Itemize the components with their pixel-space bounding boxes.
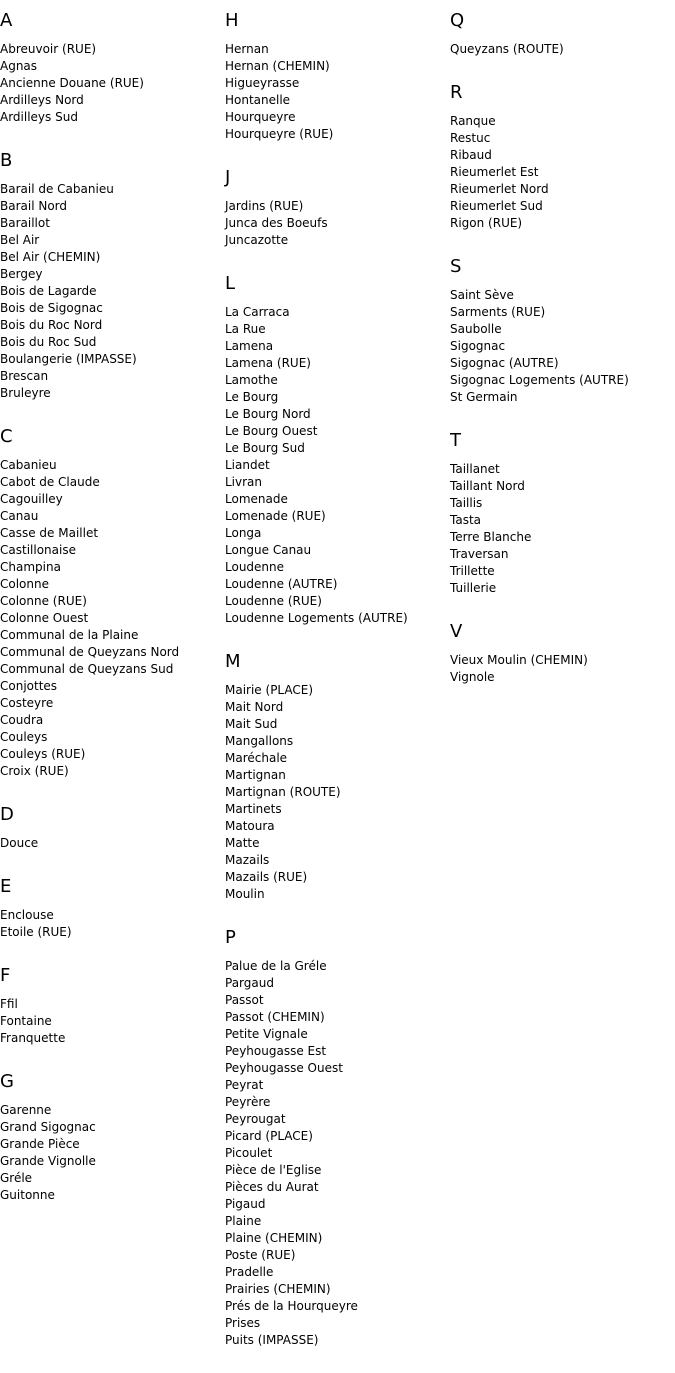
street-column-3 xyxy=(450,10,675,710)
letter-section xyxy=(225,651,445,903)
street-name: Peyhougasse Est xyxy=(225,1044,327,1058)
street-name: Bel Air xyxy=(0,233,40,247)
street-name: Mairie (PLACE) xyxy=(225,683,314,697)
street-name: Etoile (RUE) xyxy=(0,925,72,939)
street-name: Loudenne (AUTRE) xyxy=(225,577,338,591)
street-name: Croix (RUE) xyxy=(0,764,69,778)
street-name: Guitonne xyxy=(0,1188,55,1202)
street-name: Petite Vignale xyxy=(225,1027,308,1041)
letter-section xyxy=(0,426,220,780)
street-name: Grand Sigognac xyxy=(0,1120,96,1134)
street-name: Couleys xyxy=(0,730,48,744)
street-list xyxy=(450,652,675,686)
street-name: Ffil xyxy=(0,997,18,1011)
street-name: Bois de Sigognac xyxy=(0,301,103,315)
letter-section xyxy=(450,10,675,58)
street-list xyxy=(0,835,220,852)
street-name: Puits (IMPASSE) xyxy=(225,1333,319,1347)
letter-section xyxy=(0,965,220,1047)
street-name: Conjottes xyxy=(0,679,58,693)
letter-heading: E xyxy=(0,876,12,897)
street-name: Traversan xyxy=(450,547,509,561)
street-name: La Carraca xyxy=(225,305,290,319)
street-name: Trillette xyxy=(450,564,495,578)
street-name: Lamothe xyxy=(225,373,278,387)
street-name: Lomenade (RUE) xyxy=(225,509,326,523)
street-name: Grande Pièce xyxy=(0,1137,80,1151)
street-name: Terre Blanche xyxy=(450,530,532,544)
street-name: Lomenade xyxy=(225,492,288,506)
street-list xyxy=(225,958,445,1349)
street-name: Prises xyxy=(225,1316,261,1330)
street-name: La Rue xyxy=(225,322,266,336)
letter-heading: Q xyxy=(450,10,465,31)
street-name: Passot xyxy=(225,993,264,1007)
street-name: Peyrat xyxy=(225,1078,264,1092)
street-name: Tasta xyxy=(450,513,482,527)
street-name: Costeyre xyxy=(0,696,54,710)
street-name: Le Bourg xyxy=(225,390,279,404)
letter-heading: T xyxy=(450,430,461,451)
street-name: Loudenne Logements (AUTRE) xyxy=(225,611,408,625)
street-name: Juncazotte xyxy=(225,233,289,247)
street-name: Peyrougat xyxy=(225,1112,286,1126)
street-name: Picard (PLACE) xyxy=(225,1129,313,1143)
letter-section xyxy=(225,10,445,143)
street-name: Tuillerie xyxy=(450,581,497,595)
street-name: Martignan xyxy=(225,768,286,782)
street-name: Bois du Roc Nord xyxy=(0,318,103,332)
street-name: Moulin xyxy=(225,887,265,901)
street-name: Saint Sève xyxy=(450,288,514,302)
street-name: Cabot de Claude xyxy=(0,475,100,489)
street-name: Sigognac xyxy=(450,339,506,353)
street-list xyxy=(225,304,445,627)
street-name: Hourqueyre xyxy=(225,110,296,124)
street-name: Poste (RUE) xyxy=(225,1248,296,1262)
street-name: Prairies (CHEMIN) xyxy=(225,1282,331,1296)
letter-heading: F xyxy=(0,965,11,986)
letter-section xyxy=(0,10,220,126)
street-name: Taillanet xyxy=(450,462,500,476)
street-name: Mait Nord xyxy=(225,700,284,714)
street-name: Barail de Cabanieu xyxy=(0,182,114,196)
street-name: Pièce de l'Eglise xyxy=(225,1163,322,1177)
street-name: Colonne (RUE) xyxy=(0,594,87,608)
street-name: Couleys (RUE) xyxy=(0,747,86,761)
street-name: Grande Vignolle xyxy=(0,1154,96,1168)
letter-heading: A xyxy=(0,10,13,31)
street-name: Sigognac Logements (AUTRE) xyxy=(450,373,629,387)
street-name: Rieumerlet Nord xyxy=(450,182,549,196)
street-list xyxy=(225,198,445,249)
street-column-2 xyxy=(225,10,445,1373)
street-list xyxy=(0,907,220,941)
street-list xyxy=(450,461,675,597)
street-name: Champina xyxy=(0,560,61,574)
street-name: Hontanelle xyxy=(225,93,291,107)
street-name: Taillant Nord xyxy=(450,479,525,493)
street-name: Bel Air (CHEMIN) xyxy=(0,250,101,264)
letter-section xyxy=(225,273,445,627)
street-name: Bruleyre xyxy=(0,386,51,400)
street-name: Sigognac (AUTRE) xyxy=(450,356,559,370)
street-name: Maréchale xyxy=(225,751,288,765)
street-name: Ardilleys Sud xyxy=(0,110,78,124)
street-name: Douce xyxy=(0,836,39,850)
street-name: Vignole xyxy=(450,670,495,684)
street-name: Colonne xyxy=(0,577,49,591)
letter-heading: C xyxy=(0,426,13,447)
street-name: Martinets xyxy=(225,802,282,816)
letter-section xyxy=(0,876,220,941)
street-name: Sarments (RUE) xyxy=(450,305,546,319)
street-name: Junca des Boeufs xyxy=(225,216,328,230)
street-name: Pradelle xyxy=(225,1265,274,1279)
letter-section xyxy=(0,1071,220,1204)
street-name: Liandet xyxy=(225,458,270,472)
street-name: Fontaine xyxy=(0,1014,52,1028)
street-name: Bois de Lagarde xyxy=(0,284,97,298)
letter-section xyxy=(450,621,675,686)
street-name: Plaine (CHEMIN) xyxy=(225,1231,323,1245)
street-name: Loudenne xyxy=(225,560,285,574)
street-name: Lamena (RUE) xyxy=(225,356,311,370)
street-list xyxy=(0,181,220,402)
street-name: Le Bourg Ouest xyxy=(225,424,318,438)
letter-section xyxy=(225,927,445,1349)
letter-section xyxy=(225,167,445,249)
letter-heading: P xyxy=(225,927,236,948)
street-name: Higueyrasse xyxy=(225,76,300,90)
street-name: Casse de Maillet xyxy=(0,526,99,540)
street-name: Cagouilley xyxy=(0,492,63,506)
street-name: Mazails xyxy=(225,853,270,867)
street-list xyxy=(0,1102,220,1204)
street-name: Longa xyxy=(225,526,262,540)
street-name: Rigon (RUE) xyxy=(450,216,523,230)
street-list xyxy=(0,457,220,780)
street-name: Barail Nord xyxy=(0,199,68,213)
letter-heading: S xyxy=(450,256,462,277)
street-name: Taillis xyxy=(450,496,483,510)
street-name: Agnas xyxy=(0,59,38,73)
street-name: Passot (CHEMIN) xyxy=(225,1010,325,1024)
street-name: Peyrère xyxy=(225,1095,271,1109)
street-name: Garenne xyxy=(0,1103,52,1117)
street-name: Le Bourg Nord xyxy=(225,407,311,421)
street-name: Brescan xyxy=(0,369,49,383)
letter-heading: D xyxy=(0,804,14,825)
street-name: Matte xyxy=(225,836,260,850)
street-name: Rieumerlet Sud xyxy=(450,199,543,213)
street-name: Communal de la Plaine xyxy=(0,628,139,642)
street-name: Hernan (CHEMIN) xyxy=(225,59,330,73)
street-list xyxy=(450,41,675,58)
street-name: Rieumerlet Est xyxy=(450,165,539,179)
street-list xyxy=(225,682,445,903)
street-name: St Germain xyxy=(450,390,518,404)
letter-heading: G xyxy=(0,1071,14,1092)
street-name: Canau xyxy=(0,509,39,523)
letter-section xyxy=(450,430,675,597)
street-name: Colonne Ouest xyxy=(0,611,89,625)
street-name: Communal de Queyzans Sud xyxy=(0,662,174,676)
letter-section xyxy=(450,256,675,406)
letter-heading: J xyxy=(225,167,231,188)
street-name: Gréle xyxy=(0,1171,33,1185)
street-name: Loudenne (RUE) xyxy=(225,594,322,608)
street-name: Queyzans (ROUTE) xyxy=(450,42,564,56)
street-name: Enclouse xyxy=(0,908,54,922)
street-name: Martignan (ROUTE) xyxy=(225,785,341,799)
street-name: Plaine xyxy=(225,1214,262,1228)
street-name: Mazails (RUE) xyxy=(225,870,308,884)
street-name: Coudra xyxy=(0,713,44,727)
street-name: Saubolle xyxy=(450,322,502,336)
street-name: Prés de la Hourqueyre xyxy=(225,1299,358,1313)
street-name: Mait Sud xyxy=(225,717,278,731)
street-name: Ribaud xyxy=(450,148,492,162)
street-name: Le Bourg Sud xyxy=(225,441,305,455)
letter-heading: M xyxy=(225,651,241,672)
street-name: Bois du Roc Sud xyxy=(0,335,97,349)
street-list xyxy=(0,996,220,1047)
letter-section xyxy=(0,150,220,402)
street-name: Abreuvoir (RUE) xyxy=(0,42,97,56)
street-name: Ranque xyxy=(450,114,496,128)
letter-section xyxy=(450,82,675,232)
street-name: Baraillot xyxy=(0,216,50,230)
street-name: Matoura xyxy=(225,819,275,833)
street-name: Lamena xyxy=(225,339,274,353)
street-name: Hourqueyre (RUE) xyxy=(225,127,334,141)
street-name: Picoulet xyxy=(225,1146,273,1160)
street-name: Ardilleys Nord xyxy=(0,93,84,107)
letter-section xyxy=(0,804,220,852)
street-name: Pièces du Aurat xyxy=(225,1180,319,1194)
street-name: Longue Canau xyxy=(225,543,312,557)
street-name: Pigaud xyxy=(225,1197,266,1211)
street-list xyxy=(225,41,445,143)
letter-heading: R xyxy=(450,82,463,103)
letter-heading: L xyxy=(225,273,236,294)
street-name: Castillonaise xyxy=(0,543,76,557)
street-name: Jardins (RUE) xyxy=(225,199,304,213)
street-name: Communal de Queyzans Nord xyxy=(0,645,180,659)
street-name: Hernan xyxy=(225,42,269,56)
street-name: Cabanieu xyxy=(0,458,57,472)
street-list xyxy=(450,287,675,406)
street-name: Restuc xyxy=(450,131,491,145)
street-name: Peyhougasse Ouest xyxy=(225,1061,343,1075)
street-name: Mangallons xyxy=(225,734,294,748)
street-name: Franquette xyxy=(0,1031,66,1045)
street-name: Boulangerie (IMPASSE) xyxy=(0,352,137,366)
letter-heading: B xyxy=(0,150,13,171)
street-name: Ancienne Douane (RUE) xyxy=(0,76,144,90)
street-column-1 xyxy=(0,10,220,1228)
street-name: Vieux Moulin (CHEMIN) xyxy=(450,653,588,667)
letter-heading: H xyxy=(225,10,239,31)
street-list xyxy=(450,113,675,232)
street-name: Palue de la Gréle xyxy=(225,959,327,973)
street-name: Livran xyxy=(225,475,263,489)
street-name: Bergey xyxy=(0,267,43,281)
letter-heading: V xyxy=(450,621,463,642)
street-list xyxy=(0,41,220,126)
street-name: Pargaud xyxy=(225,976,274,990)
